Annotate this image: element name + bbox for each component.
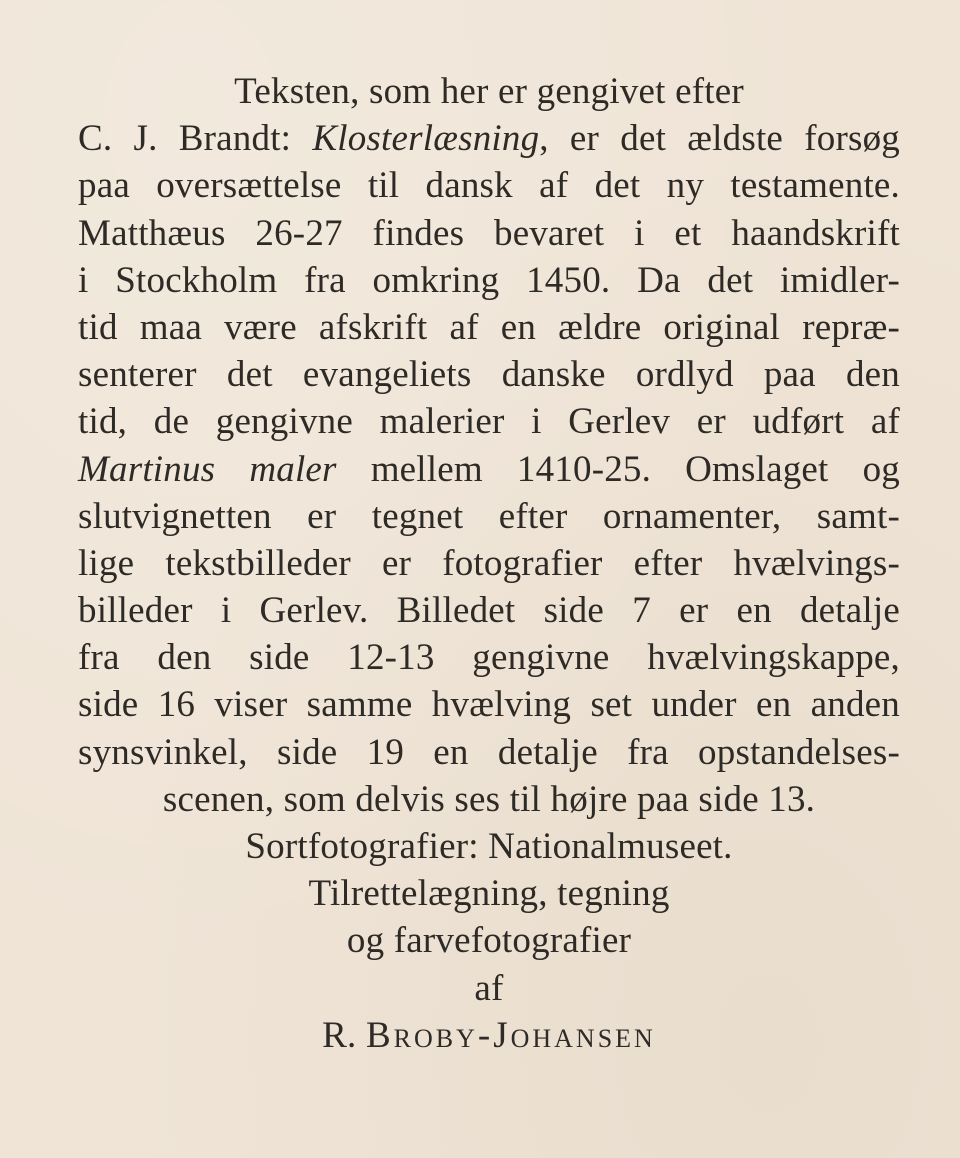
text-line: [78, 115, 900, 162]
text-segment: slutvignetten er tegnet efter ornamenter, samt-: [78, 495, 900, 537]
credit-line-text: og farvefotografier: [346, 920, 632, 962]
text-line: [78, 634, 900, 681]
photo-credit: [78, 823, 900, 870]
text-segment: synsvinkel, side 19 en detalje fra opstandelses-: [78, 731, 900, 773]
text-segment: tid maa være afskrift af en ældre original repræ-: [78, 306, 900, 348]
text-segment: paa oversættelse til dansk af det ny testamente.: [78, 165, 900, 207]
text-segment: scenen, som delvis ses til højre paa side 13.: [162, 778, 816, 820]
text-segment: side 16 viser samme hvælving set under en anden: [78, 684, 900, 726]
credit-line-text: Tilrettelægning, tegning: [308, 873, 670, 915]
author-initial: R.: [322, 1014, 357, 1056]
colophon-page: [78, 68, 900, 1059]
credits-block: [78, 823, 900, 1059]
text-line: [78, 398, 900, 445]
credit-line: [78, 965, 900, 1012]
text-line: [78, 587, 900, 634]
text-line: [78, 257, 900, 304]
painter-name-italic: Martinus maler: [78, 448, 337, 490]
text-segment: , er det ældste forsøg: [539, 118, 900, 160]
text-segment: billeder i Gerlev. Billedet side 7 er en detalje: [78, 590, 900, 632]
author-name: [78, 1012, 900, 1059]
author-surname: Broby-Johansen: [365, 1014, 656, 1056]
colophon-paragraph: [78, 68, 900, 823]
credit-line: [78, 870, 900, 917]
credit-line-text: af: [474, 967, 504, 1009]
text-line: [78, 493, 900, 540]
text-line: [78, 681, 900, 728]
text-segment: C. J. Brandt:: [78, 118, 313, 160]
text-line: [78, 446, 900, 493]
text-segment: mellem 1410-25. Omslaget og: [336, 448, 900, 490]
text-line: [78, 210, 900, 257]
book-title-italic: Klosterlæsning: [312, 118, 540, 160]
text-segment: Matthæus 26-27 findes bevaret i et haandskrift: [78, 212, 900, 254]
text-line: [78, 776, 900, 823]
text-line: [78, 351, 900, 398]
text-line: [78, 162, 900, 209]
text-segment: lige tekstbilleder er fotografier efter hvælvings-: [78, 542, 900, 584]
photo-credit-text: Sortfotografier: Nationalmuseet.: [245, 826, 733, 867]
text-segment: senterer det evangeliets danske ordlyd paa den: [78, 354, 900, 396]
text-line: [78, 304, 900, 351]
text-line: [78, 540, 900, 587]
text-segment: tid, de gengivne malerier i Gerlev er udført af: [78, 401, 900, 443]
text-line: [78, 729, 900, 776]
text-line: [78, 68, 900, 115]
text-segment: i Stockholm fra omkring 1450. Da det imidler-: [78, 259, 900, 301]
text-segment: Teksten, som her er gengivet efter: [234, 71, 744, 112]
text-segment: fra den side 12-13 gengivne hvælvingskappe,: [78, 637, 900, 679]
credit-line: [78, 917, 900, 964]
